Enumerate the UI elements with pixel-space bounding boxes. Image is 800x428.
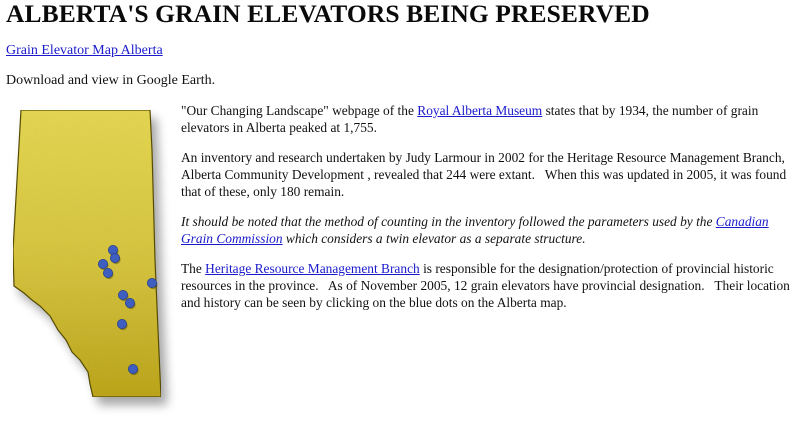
paragraph-museum (181, 102, 797, 136)
elevator-dot-9[interactable] (128, 364, 137, 373)
paragraph-counting-text-1: It should be noted that the method of counting in the inventory followed the parameters used by the (181, 214, 716, 229)
paragraph-museum-text-2: states that by 1934, the number of grain elevators in Alberta peaked at 1,755. (181, 103, 759, 135)
elevator-dot-8[interactable] (117, 319, 126, 328)
elevator-dot-3[interactable] (98, 259, 107, 268)
paragraph-counting-note (181, 213, 797, 247)
elevator-dot-7[interactable] (125, 298, 134, 307)
royal-alberta-museum-link[interactable]: Royal Alberta Museum (417, 103, 543, 118)
paragraph-designation-text-1: The (181, 261, 206, 276)
paragraph-designation-text-2: is responsible for the designation/protection of provincial historic resources in the province. As of November 2005, 12 grain elevators have provincial designation. Their location and history can be seen by clicking on the blue dots on the Alberta map. (181, 261, 794, 310)
page-title: ALBERTA'S GRAIN ELEVATORS BEING PRESERVED (6, 0, 650, 28)
alberta-map-graphic (0, 95, 180, 425)
paragraph-designation (181, 260, 797, 311)
paragraph-counting-text-2: which considers a twin elevator as a separate structure. (282, 231, 586, 246)
heritage-resource-management-branch-link[interactable]: Heritage Resource Management Branch (205, 261, 420, 276)
paragraph-inventory: An inventory and research undertaken by Judy Larmour in 2002 for the Heritage Resource Management Branch, Alberta Community Development , revealed that 244 were extant. When this was updated in 2005, it was found that of these, only 180 remain. (181, 150, 790, 199)
download-note: Download and view in Google Earth. (6, 73, 216, 88)
main-content (181, 102, 797, 324)
paragraph-museum-text-1: "Our Changing Landscape" webpage of the (181, 103, 418, 118)
canadian-grain-commission-link[interactable]: Canadian Grain Commission (181, 214, 769, 246)
alberta-map (0, 95, 180, 425)
elevator-dot-5[interactable] (147, 278, 156, 287)
elevator-dot-2[interactable] (110, 253, 119, 262)
elevator-dot-6[interactable] (118, 290, 127, 299)
grain-elevator-map-link[interactable]: Grain Elevator Map Alberta (6, 43, 163, 58)
alberta-province-shape (13, 110, 161, 397)
elevator-dot-4[interactable] (103, 268, 112, 277)
